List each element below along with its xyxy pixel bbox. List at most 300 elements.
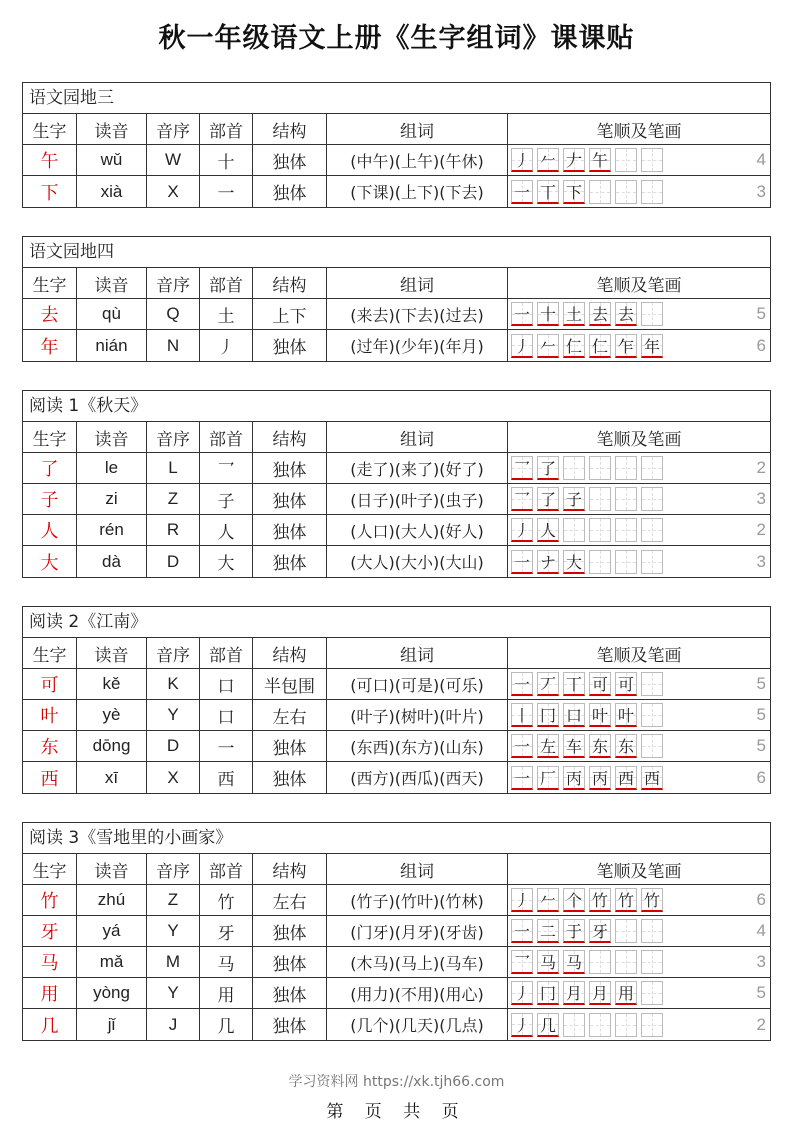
table-row bbox=[23, 762, 770, 793]
stroke-box bbox=[511, 550, 533, 574]
stroke-step: 𠂇 bbox=[565, 151, 582, 170]
stroke-step: 一 bbox=[513, 552, 530, 572]
stroke-step: 子 bbox=[565, 490, 582, 509]
character-cell: 马 bbox=[23, 947, 77, 977]
column-header: 组词 bbox=[327, 638, 508, 668]
stroke-box bbox=[589, 672, 611, 696]
stroke-order-cell bbox=[508, 978, 770, 1008]
stroke-box bbox=[615, 550, 637, 574]
radical-cell: 土 bbox=[200, 299, 253, 329]
stroke-box bbox=[615, 672, 637, 696]
stroke-box bbox=[615, 180, 637, 204]
stroke-count: 5 bbox=[756, 705, 766, 724]
stroke-step: 叶 bbox=[617, 706, 634, 725]
table-row bbox=[23, 145, 770, 176]
stroke-count: 3 bbox=[756, 181, 766, 201]
stroke-count: 5 bbox=[756, 304, 766, 323]
column-header: 组词 bbox=[327, 854, 508, 884]
radical-cell: 用 bbox=[200, 978, 253, 1008]
column-header: 部首 bbox=[200, 638, 253, 668]
structure-cell: 独体 bbox=[253, 515, 327, 545]
stroke-box bbox=[563, 180, 585, 204]
stroke-step: 𠂉 bbox=[539, 336, 556, 356]
stroke-box bbox=[589, 981, 611, 1005]
footer-page-number: 第 页 共 页 bbox=[326, 1102, 467, 1122]
stroke-box bbox=[563, 950, 585, 974]
stroke-box bbox=[589, 302, 611, 326]
radical-cell: 口 bbox=[200, 700, 253, 730]
structure-cell: 独体 bbox=[253, 978, 327, 1008]
word-group-cell: (下课)(上下)(下去) bbox=[327, 176, 508, 207]
stroke-step: 去 bbox=[591, 305, 608, 324]
column-header: 笔顺及笔画 bbox=[596, 645, 682, 666]
stroke-box bbox=[589, 888, 611, 912]
radical-cell: 大 bbox=[200, 546, 253, 577]
initial-letter-cell: Q bbox=[147, 299, 200, 329]
stroke-grid bbox=[511, 703, 667, 727]
character-table-section bbox=[22, 236, 771, 362]
stroke-step: 马 bbox=[539, 953, 556, 972]
section-title: 阅读 3《雪地里的小画家》 bbox=[23, 823, 770, 854]
column-header: 笔顺及笔画 bbox=[596, 121, 682, 142]
column-header: 音序 bbox=[147, 854, 200, 884]
stroke-box bbox=[537, 550, 559, 574]
stroke-step: 几 bbox=[539, 1015, 556, 1035]
stroke-order-cell bbox=[508, 515, 770, 545]
radical-cell: 马 bbox=[200, 947, 253, 977]
radical-cell: 一 bbox=[200, 176, 253, 207]
stroke-box bbox=[537, 888, 559, 912]
stroke-step: 丿 bbox=[513, 984, 530, 1003]
initial-letter-cell: N bbox=[147, 330, 200, 361]
stroke-box bbox=[537, 981, 559, 1005]
structure-cell: 独体 bbox=[253, 1009, 327, 1040]
word-group-cell: (中午)(上午)(午休) bbox=[327, 145, 508, 175]
stroke-step: 大 bbox=[565, 552, 582, 572]
stroke-step: 左 bbox=[539, 737, 556, 756]
stroke-step: 一 bbox=[513, 182, 530, 202]
stroke-step: 厂 bbox=[539, 768, 556, 788]
column-header: 笔顺及笔画 bbox=[596, 429, 682, 450]
column-header: 部首 bbox=[200, 422, 253, 452]
character-cell: 东 bbox=[23, 731, 77, 761]
stroke-step: 可 bbox=[591, 675, 608, 694]
stroke-order-cell bbox=[508, 546, 770, 577]
initial-letter-cell: Y bbox=[147, 978, 200, 1008]
radical-cell: 牙 bbox=[200, 916, 253, 946]
stroke-step: 用 bbox=[617, 984, 634, 1003]
word-group-cell: (过年)(少年)(年月) bbox=[327, 330, 508, 361]
stroke-box bbox=[537, 518, 559, 542]
section-title: 阅读 2《江南》 bbox=[23, 607, 770, 638]
section-title: 语文园地三 bbox=[23, 83, 770, 114]
stroke-box bbox=[641, 672, 663, 696]
stroke-step: 下 bbox=[565, 182, 582, 202]
stroke-grid bbox=[511, 550, 667, 574]
structure-cell: 独体 bbox=[253, 484, 327, 514]
structure-cell: 半包围 bbox=[253, 669, 327, 699]
stroke-count: 5 bbox=[756, 674, 766, 693]
stroke-box bbox=[641, 487, 663, 511]
stroke-box bbox=[641, 950, 663, 974]
column-header: 音序 bbox=[147, 638, 200, 668]
stroke-box bbox=[589, 456, 611, 480]
footer-site-text: 学习资料网 https://xk.tjh66.com bbox=[288, 1074, 505, 1090]
stroke-box bbox=[589, 919, 611, 943]
stroke-step: 马 bbox=[565, 953, 582, 972]
stroke-box bbox=[537, 456, 559, 480]
table-header-row bbox=[23, 422, 770, 453]
stroke-box bbox=[511, 518, 533, 542]
stroke-count: 5 bbox=[756, 736, 766, 755]
stroke-step: 月 bbox=[565, 984, 582, 1003]
stroke-box bbox=[615, 766, 637, 790]
stroke-order-cell bbox=[508, 484, 770, 514]
stroke-step: 车 bbox=[565, 737, 582, 756]
character-cell: 大 bbox=[23, 546, 77, 577]
column-header: 生字 bbox=[23, 638, 77, 668]
word-group-cell: (叶子)(树叶)(叶片) bbox=[327, 700, 508, 730]
stroke-step: 乛 bbox=[513, 459, 530, 478]
stroke-step: 了 bbox=[539, 459, 556, 478]
stroke-box bbox=[563, 1013, 585, 1037]
table-row bbox=[23, 330, 770, 361]
stroke-count: 5 bbox=[756, 983, 766, 1002]
stroke-step: 叶 bbox=[591, 706, 608, 725]
stroke-step: 月 bbox=[591, 984, 608, 1003]
stroke-box bbox=[511, 148, 533, 172]
stroke-box bbox=[563, 734, 585, 758]
structure-cell: 独体 bbox=[253, 145, 327, 175]
pinyin-cell: xī bbox=[77, 762, 147, 793]
stroke-box bbox=[511, 487, 533, 511]
character-cell: 几 bbox=[23, 1009, 77, 1040]
column-header: 部首 bbox=[200, 854, 253, 884]
stroke-step: 𠂉 bbox=[539, 891, 556, 910]
initial-letter-cell: M bbox=[147, 947, 200, 977]
stroke-box bbox=[641, 981, 663, 1005]
column-header: 音序 bbox=[147, 114, 200, 144]
stroke-box bbox=[589, 180, 611, 204]
column-header: 组词 bbox=[327, 268, 508, 298]
stroke-step: 乍 bbox=[617, 336, 634, 356]
radical-cell: 口 bbox=[200, 669, 253, 699]
pinyin-cell: dōng bbox=[77, 731, 147, 761]
stroke-box bbox=[641, 1013, 663, 1037]
stroke-step: 土 bbox=[565, 305, 582, 324]
stroke-step: 竹 bbox=[643, 891, 660, 910]
stroke-step: 丿 bbox=[513, 521, 530, 540]
stroke-box bbox=[537, 950, 559, 974]
stroke-order-cell bbox=[508, 700, 770, 730]
word-group-cell: (人口)(大人)(好人) bbox=[327, 515, 508, 545]
stroke-box bbox=[563, 456, 585, 480]
column-header: 读音 bbox=[77, 114, 147, 144]
stroke-order-cell bbox=[508, 762, 770, 793]
character-table-section bbox=[22, 390, 771, 578]
column-header: 读音 bbox=[77, 638, 147, 668]
stroke-box bbox=[563, 302, 585, 326]
radical-cell: 人 bbox=[200, 515, 253, 545]
stroke-box bbox=[511, 1013, 533, 1037]
stroke-box bbox=[615, 1013, 637, 1037]
pinyin-cell: qù bbox=[77, 299, 147, 329]
pinyin-cell: zi bbox=[77, 484, 147, 514]
stroke-box bbox=[563, 888, 585, 912]
pinyin-cell: zhú bbox=[77, 885, 147, 915]
stroke-box bbox=[537, 734, 559, 758]
stroke-step: 于 bbox=[565, 922, 582, 941]
pinyin-cell: yòng bbox=[77, 978, 147, 1008]
radical-cell: 几 bbox=[200, 1009, 253, 1040]
column-header: 音序 bbox=[147, 422, 200, 452]
stroke-step: 一 bbox=[513, 768, 530, 788]
stroke-order-cell bbox=[508, 299, 770, 329]
stroke-step: 西 bbox=[643, 768, 660, 788]
stroke-step: 了 bbox=[539, 490, 556, 509]
column-header: 部首 bbox=[200, 114, 253, 144]
stroke-grid bbox=[511, 919, 667, 943]
stroke-order-cell bbox=[508, 330, 770, 361]
stroke-order-cell bbox=[508, 669, 770, 699]
structure-cell: 独体 bbox=[253, 546, 327, 577]
initial-letter-cell: Y bbox=[147, 700, 200, 730]
word-group-cell: (走了)(来了)(好了) bbox=[327, 453, 508, 483]
stroke-box bbox=[511, 180, 533, 204]
stroke-step: 东 bbox=[591, 737, 608, 756]
stroke-count: 6 bbox=[756, 890, 766, 909]
word-group-cell: (竹子)(竹叶)(竹林) bbox=[327, 885, 508, 915]
stroke-step: 十 bbox=[539, 305, 556, 324]
structure-cell: 独体 bbox=[253, 176, 327, 207]
table-row bbox=[23, 176, 770, 207]
stroke-box bbox=[537, 334, 559, 358]
stroke-box bbox=[589, 487, 611, 511]
stroke-step: 一 bbox=[513, 922, 530, 941]
column-header: 读音 bbox=[77, 268, 147, 298]
stroke-grid bbox=[511, 180, 667, 204]
stroke-step: 仁 bbox=[565, 336, 582, 356]
stroke-box bbox=[563, 487, 585, 511]
character-table-section bbox=[22, 82, 771, 208]
stroke-grid bbox=[511, 1013, 667, 1037]
character-cell: 子 bbox=[23, 484, 77, 514]
stroke-box bbox=[641, 888, 663, 912]
stroke-box bbox=[589, 550, 611, 574]
stroke-box bbox=[641, 919, 663, 943]
stroke-step: 丿 bbox=[513, 151, 530, 170]
stroke-box bbox=[589, 734, 611, 758]
stroke-order-cell bbox=[508, 145, 770, 175]
character-cell: 用 bbox=[23, 978, 77, 1008]
stroke-box bbox=[511, 950, 533, 974]
stroke-box bbox=[511, 919, 533, 943]
stroke-box bbox=[537, 180, 559, 204]
column-header: 生字 bbox=[23, 854, 77, 884]
word-group-cell: (大人)(大小)(大山) bbox=[327, 546, 508, 577]
stroke-grid bbox=[511, 302, 667, 326]
character-table-section bbox=[22, 606, 771, 794]
structure-cell: 独体 bbox=[253, 916, 327, 946]
radical-cell: 十 bbox=[200, 145, 253, 175]
stroke-box bbox=[537, 766, 559, 790]
column-header: 组词 bbox=[327, 422, 508, 452]
stroke-step: 丿 bbox=[513, 336, 530, 356]
stroke-box bbox=[615, 981, 637, 1005]
stroke-box bbox=[511, 302, 533, 326]
stroke-step: 牙 bbox=[591, 922, 608, 941]
character-cell: 午 bbox=[23, 145, 77, 175]
structure-cell: 独体 bbox=[253, 330, 327, 361]
stroke-grid bbox=[511, 766, 667, 790]
stroke-box bbox=[511, 672, 533, 696]
page-title: 秋一年级语文上册《生字组词》课课贴 bbox=[158, 23, 635, 54]
stroke-step: 冂 bbox=[539, 706, 556, 725]
word-group-cell: (可口)(可是)(可乐) bbox=[327, 669, 508, 699]
stroke-box bbox=[641, 456, 663, 480]
table-row bbox=[23, 515, 770, 546]
structure-cell: 独体 bbox=[253, 762, 327, 793]
stroke-box bbox=[563, 672, 585, 696]
table-row bbox=[23, 453, 770, 484]
stroke-box bbox=[537, 703, 559, 727]
character-cell: 了 bbox=[23, 453, 77, 483]
stroke-count: 2 bbox=[756, 458, 766, 477]
pinyin-cell: mǎ bbox=[77, 947, 147, 977]
section-title: 阅读 1《秋天》 bbox=[23, 391, 770, 422]
stroke-box bbox=[537, 1013, 559, 1037]
stroke-box bbox=[615, 950, 637, 974]
stroke-step: 丅 bbox=[539, 182, 556, 202]
column-header: 生字 bbox=[23, 114, 77, 144]
pinyin-cell: xià bbox=[77, 176, 147, 207]
table-header-row bbox=[23, 114, 770, 145]
stroke-count: 3 bbox=[756, 489, 766, 508]
character-cell: 人 bbox=[23, 515, 77, 545]
stroke-grid bbox=[511, 518, 667, 542]
structure-cell: 独体 bbox=[253, 947, 327, 977]
stroke-box bbox=[641, 703, 663, 727]
stroke-count: 4 bbox=[756, 150, 766, 169]
stroke-box bbox=[563, 148, 585, 172]
stroke-order-cell bbox=[508, 453, 770, 483]
character-cell: 下 bbox=[23, 176, 77, 207]
column-header: 生字 bbox=[23, 268, 77, 298]
section-title: 语文园地四 bbox=[23, 237, 770, 268]
stroke-step: 二 bbox=[539, 922, 556, 941]
pinyin-cell: nián bbox=[77, 330, 147, 361]
initial-letter-cell: X bbox=[147, 762, 200, 793]
stroke-grid bbox=[511, 734, 667, 758]
stroke-box bbox=[511, 734, 533, 758]
stroke-box bbox=[589, 334, 611, 358]
pinyin-cell: rén bbox=[77, 515, 147, 545]
stroke-box bbox=[589, 703, 611, 727]
stroke-box bbox=[641, 734, 663, 758]
stroke-grid bbox=[511, 334, 667, 358]
stroke-step: 乛 bbox=[513, 953, 530, 972]
initial-letter-cell: L bbox=[147, 453, 200, 483]
word-group-cell: (西方)(西瓜)(西天) bbox=[327, 762, 508, 793]
stroke-box bbox=[589, 148, 611, 172]
stroke-step: 口 bbox=[565, 706, 582, 725]
structure-cell: 左右 bbox=[253, 885, 327, 915]
stroke-box bbox=[537, 302, 559, 326]
stroke-box bbox=[641, 334, 663, 358]
table-row bbox=[23, 484, 770, 515]
column-header: 读音 bbox=[77, 854, 147, 884]
stroke-step: 乛 bbox=[513, 490, 530, 509]
stroke-box bbox=[641, 302, 663, 326]
stroke-box bbox=[615, 148, 637, 172]
stroke-count: 3 bbox=[756, 551, 766, 571]
initial-letter-cell: D bbox=[147, 731, 200, 761]
initial-letter-cell: Z bbox=[147, 885, 200, 915]
stroke-step: 丿 bbox=[513, 891, 530, 910]
stroke-step: 冂 bbox=[539, 984, 556, 1003]
stroke-step: 𠂉 bbox=[539, 151, 556, 170]
stroke-grid bbox=[511, 981, 667, 1005]
stroke-step: 丙 bbox=[591, 768, 608, 788]
stroke-box bbox=[511, 456, 533, 480]
stroke-box bbox=[537, 487, 559, 511]
stroke-box bbox=[511, 334, 533, 358]
stroke-step: 丨 bbox=[513, 706, 530, 725]
radical-cell: 西 bbox=[200, 762, 253, 793]
structure-cell: 独体 bbox=[253, 731, 327, 761]
stroke-box bbox=[641, 518, 663, 542]
stroke-box bbox=[641, 180, 663, 204]
column-header: 笔顺及笔画 bbox=[596, 861, 682, 882]
stroke-step: 一 bbox=[513, 675, 530, 694]
column-header: 音序 bbox=[147, 268, 200, 298]
stroke-step: 西 bbox=[617, 768, 634, 788]
stroke-step: 丙 bbox=[565, 768, 582, 788]
stroke-step: 东 bbox=[617, 737, 634, 756]
stroke-box bbox=[511, 981, 533, 1005]
stroke-order-cell bbox=[508, 916, 770, 946]
column-header: 结构 bbox=[253, 268, 327, 298]
stroke-box bbox=[563, 919, 585, 943]
initial-letter-cell: Y bbox=[147, 916, 200, 946]
character-cell: 年 bbox=[23, 330, 77, 361]
table-row bbox=[23, 546, 770, 577]
table-row bbox=[23, 1009, 770, 1040]
stroke-box bbox=[615, 919, 637, 943]
initial-letter-cell: Z bbox=[147, 484, 200, 514]
column-header: 组词 bbox=[327, 114, 508, 144]
word-group-cell: (门牙)(月牙)(牙齿) bbox=[327, 916, 508, 946]
stroke-step: 人 bbox=[539, 521, 556, 540]
radical-cell: 子 bbox=[200, 484, 253, 514]
stroke-box bbox=[615, 456, 637, 480]
table-row bbox=[23, 916, 770, 947]
initial-letter-cell: K bbox=[147, 669, 200, 699]
initial-letter-cell: X bbox=[147, 176, 200, 207]
stroke-box bbox=[615, 518, 637, 542]
stroke-box bbox=[589, 950, 611, 974]
table-row bbox=[23, 947, 770, 978]
table-row bbox=[23, 731, 770, 762]
stroke-box bbox=[641, 148, 663, 172]
stroke-count: 3 bbox=[756, 952, 766, 971]
word-group-cell: (东西)(东方)(山东) bbox=[327, 731, 508, 761]
column-header: 生字 bbox=[23, 422, 77, 452]
radical-cell: 一 bbox=[200, 731, 253, 761]
character-cell: 可 bbox=[23, 669, 77, 699]
character-cell: 叶 bbox=[23, 700, 77, 730]
table-row bbox=[23, 669, 770, 700]
